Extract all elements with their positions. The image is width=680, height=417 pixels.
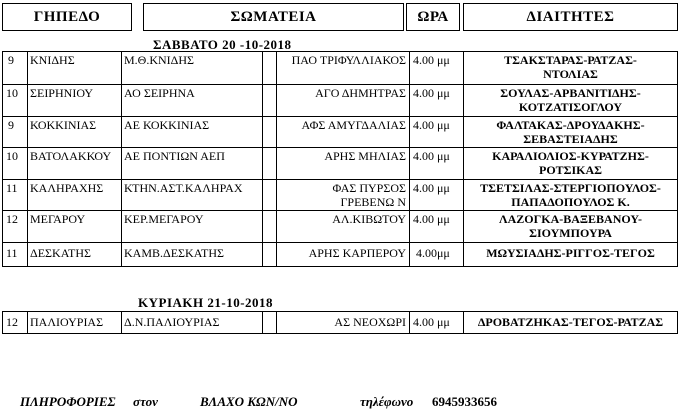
- match-number: 12: [6, 315, 18, 329]
- ground-name: ΜΕΓΑΡΟΥ: [30, 212, 86, 226]
- kickoff-time: 4.00μμ: [416, 246, 450, 260]
- match-number: 12: [6, 212, 18, 226]
- away-team: ΑΡΗΣ ΜΗΛΙΑΣ: [324, 149, 406, 163]
- header-ground: ΓΗΠΕΔΟ: [33, 9, 101, 25]
- header-time: ΩΡΑ: [417, 9, 449, 25]
- away-team: ΑΡΗΣ ΚΑΡΠΕΡΟΥ: [308, 246, 406, 260]
- referees-line-1: ΦΑΛΤΑΚΑΣ-ΔΡΟΥΔΑΚΗΣ-: [496, 118, 645, 132]
- sunday-title: ΚΥΡΙΑΚΗ 21-10-2018: [138, 295, 274, 310]
- away-team-line-2: ΓΡΕΒΕΝΩ Ν: [340, 195, 406, 209]
- away-team: ΑΛ.ΚΙΒΩΤΟΥ: [332, 212, 406, 226]
- referees-line-1: ΔΡΟΒΑΤΖΗΚΑΣ-ΤΕΓΟΣ-ΡΑΤΖΑΣ: [477, 315, 664, 329]
- header-referees: ΔΙΑΙΤΗΤΕΣ: [526, 9, 615, 25]
- match-number: 11: [6, 246, 18, 260]
- home-team: ΚΑΜΒ.ΔΕΣΚΑΤΗΣ: [124, 246, 225, 260]
- match-number: 11: [6, 181, 18, 195]
- ground-name: ΣΕΙΡΗΝΙΟΥ: [30, 86, 94, 100]
- home-team: ΑΕ ΠΟΝΤΙΩΝ ΑΕΠ: [124, 149, 225, 163]
- home-team: ΑΟ ΣΕΙΡΗΝΑ: [124, 86, 195, 100]
- kickoff-time: 4.00 μμ: [413, 86, 450, 100]
- kickoff-time: 4.00 μμ: [413, 118, 450, 132]
- ground-name: ΔΕΣΚΑΤΗΣ: [30, 246, 92, 260]
- away-team: ΑΓΟ ΔΗΜΗΤΡΑΣ: [315, 86, 406, 100]
- info-at: στον: [133, 394, 158, 409]
- info-label: ΠΛΗΡΟΦΟΡΙΕΣ: [20, 394, 116, 409]
- kickoff-time: 4.00 μμ: [413, 53, 450, 67]
- match-number: 9: [8, 118, 14, 132]
- ground-name: ΚΝΙΔΗΣ: [30, 53, 75, 67]
- away-team: ΑΦΣ ΑΜΥΓΔΑΛΙΑΣ: [301, 118, 406, 132]
- away-team: ΦΑΣ ΠΥΡΣΟΣ: [332, 181, 406, 195]
- referees-line-1: ΚΑΡΑΛΙΟΛΙΟΣ-ΚΥΡΑΤΖΗΣ-: [492, 149, 649, 163]
- phone-label: τηλέφωνο: [360, 394, 414, 409]
- ground-name: ΚΟΚΚΙΝΙΑΣ: [30, 118, 97, 132]
- referees-line-2: ΚΟΤΖΑΤΙΣΟΓΛΟΥ: [518, 100, 623, 114]
- referees-line-1: ΣΟΥΛΑΣ-ΑΡΒΑΝΙΤΙΔΗΣ-: [500, 86, 641, 100]
- match-number: 9: [8, 53, 14, 67]
- kickoff-time: 4.00 μμ: [413, 149, 450, 163]
- ground-name: ΠΑΛΙΟΥΡΙΑΣ: [30, 315, 104, 329]
- kickoff-time: 4.00 μμ: [413, 212, 450, 226]
- header-teams: ΣΩΜΑΤΕΙΑ: [230, 9, 317, 25]
- home-team: ΚΕΡ.ΜΕΓΑΡΟΥ: [124, 212, 204, 226]
- ground-name: ΒΑΤΟΛΑΚΚΟΥ: [30, 149, 112, 163]
- away-team: ΑΣ ΝΕΟΧΩΡΙ: [334, 315, 406, 329]
- ground-name: ΚΑΛΗΡΑΧΗΣ: [30, 181, 104, 195]
- referees-line-1: ΛΑΖΟΓΚΑ-ΒΑΞΕΒΑΝΟΥ-: [499, 212, 642, 226]
- referees-line-2: ΡΟΤΣΙΚΑΣ: [538, 163, 603, 177]
- away-team: ΠΑΟ ΤΡΙΦΥΛΛΙΑΚΟΣ: [291, 53, 406, 67]
- referees-line-2: ΣΙΟΥΜΠΟΥΡΑ: [529, 226, 612, 240]
- saturday-title: ΣΑΒΒΑΤΟ 20 -10-2018: [153, 37, 292, 52]
- match-number: 10: [6, 86, 18, 100]
- home-team: Μ.Θ.ΚΝΙΔΗΣ: [124, 53, 195, 67]
- referees-line-1: ΤΣΑΚΣΤΑΡΑΣ-ΡΑΤΖΑΣ-: [504, 53, 637, 67]
- home-team: Δ.Ν.ΠΑΛΙΟΥΡΙΑΣ: [124, 315, 220, 329]
- phone-number: 6945933656: [432, 394, 497, 409]
- referees-line-2: ΠΑΠΑΔΟΠΟΥΛΟΣ Κ.: [511, 195, 630, 209]
- home-team: ΚΤΗΝ.ΑΣΤ.ΚΑΛΗΡΑΧ: [124, 181, 243, 195]
- referees-line-1: ΤΣΕΤΣΙΛΑΣ-ΣΤΕΡΓΙΟΠΟΥΛΟΣ-: [480, 181, 661, 195]
- referees-line-2: ΝΤΟΛΙΑΣ: [543, 67, 598, 81]
- contact-name: ΒΛΑΧΟ ΚΩΝ/ΝΟ: [200, 394, 298, 409]
- home-team: ΑΕ ΚΟΚΚΙΝΙΑΣ: [124, 118, 210, 132]
- kickoff-time: 4.00 μμ: [413, 181, 450, 195]
- kickoff-time: 4.00 μμ: [413, 315, 450, 329]
- referees-line-2: ΣΕΒΑΣΤΕΙΑΔΗΣ: [523, 132, 618, 146]
- referees-line-1: ΜΩΥΣΙΑΔΗΣ-ΡΙΓΓΟΣ-ΤΕΓΟΣ: [486, 246, 655, 260]
- match-number: 10: [6, 149, 18, 163]
